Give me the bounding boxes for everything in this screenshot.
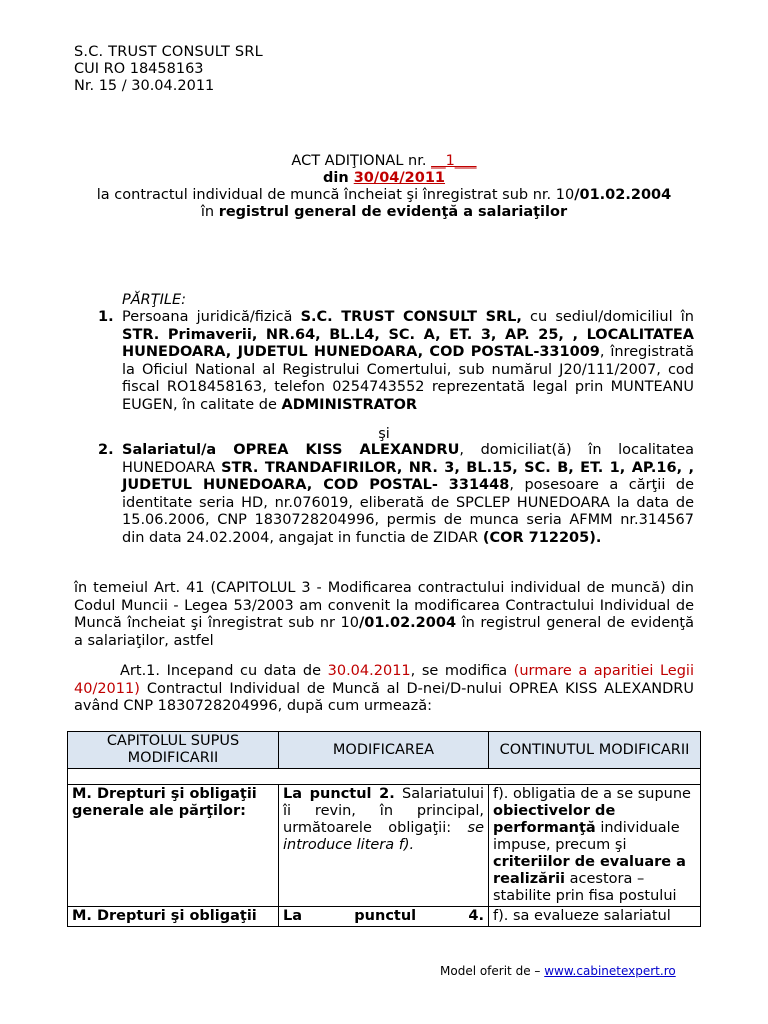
parties-heading: PĂRŢILE: xyxy=(122,292,186,308)
act-date: din 30/04/2011 xyxy=(322,170,446,186)
company-cui: CUI RO 18458163 xyxy=(74,61,204,77)
row1-content: f). obligatia de a se supune obiectivelor de performanţă individuale impuse, precum şi criteriilor de evaluare a realizării acestora – stabilite prin fisa postului xyxy=(489,785,701,907)
row1-chapter: M. Drepturi şi obligaţii generale ale părţilor: xyxy=(68,785,279,907)
row2-content: f). sa evalueze salariatul xyxy=(489,907,701,927)
contract-reference: la contractul individual de muncă încheiat şi înregistrat sub nr. 10/01.02.2004 xyxy=(96,187,672,203)
legal-basis-paragraph: în temeiul Art. 41 (CAPITOLUL 3 - Modificarea contractului individual de muncă) din Codul Muncii - Legea 53/2003 am convenit la modificarea Contractului Individual de Muncă încheiat şi înregistrat sub nr 10/01.02.2004 în registrul general de evidenţă a salariaţilor, astfel xyxy=(74,580,694,649)
row1-modification: La punctul 2. Salariatului îi revin, în principal, următoarele obligaţii: se introduce litera f). xyxy=(279,785,489,907)
header-chapter: CAPITOLUL SUPUS MODIFICARII xyxy=(68,732,279,769)
row2-chapter: M. Drepturi şi obligaţii xyxy=(68,907,279,927)
register-reference: în registrul general de evidenţă a salariaţilor xyxy=(200,204,568,220)
act-number: __1___ xyxy=(431,153,477,169)
party-employer: 1. Persoana juridică/fizică S.C. TRUST CONSULT SRL, cu sediul/domiciliul în STR. Primaverii, NR.64, BL.L4, SC. A, ET. 3, AP. 25, , LOCALITATEA HUNEDOARA, JUDETUL HUNEDOARA, COD POSTAL-331009, înregistrată la Oficiul National al Registrului Comertului, sub numărul J20/111/2007, cod fiscal RO18458163, telefon 0254743552 reprezentată legal prin MUNTEANU EUGEN, în calitate de ADMINISTRATOR xyxy=(98,309,694,413)
table-spacer-row xyxy=(68,769,701,785)
act-title: ACT ADIŢIONAL nr. __1___ xyxy=(291,153,477,169)
header-modification: MODIFICAREA xyxy=(279,732,489,769)
company-name: S.C. TRUST CONSULT SRL xyxy=(74,44,263,60)
header-content: CONTINUTUL MODIFICARII xyxy=(489,732,701,769)
company-header xyxy=(74,44,263,95)
table-header-row xyxy=(68,732,701,769)
document-number: Nr. 15 / 30.04.2011 xyxy=(74,78,215,94)
table-row xyxy=(68,785,701,907)
party-employee: 2. Salariatul/a OPREA KISS ALEXANDRU, domiciliat(ă) în localitatea HUNEDOARA STR. TRANDAFIRILOR, NR. 3, BL.15, SC. B, ET. 1, AP.16, , JUDETUL HUNEDOARA, COD POSTAL- 331448, posesoare a cărţii de identitate seria HD, nr.076019, eliberată de SPCLEP HUNEDOARA la data de 15.06.2006, CNP 1830728204996, permis de munca seria AFMM nr.314567 din data 24.02.2004, angajat in functia de ZIDAR (COR 712205). xyxy=(98,442,695,546)
row2-modification: La punctul 4. xyxy=(279,907,489,927)
footer-link[interactable]: www.cabinetexpert.ro xyxy=(544,964,676,978)
conjunction-and: şi xyxy=(378,426,390,442)
table-row xyxy=(68,907,701,927)
footer-credit: Model oferit de – www.cabinetexpert.ro xyxy=(440,964,676,978)
modifications-table xyxy=(67,731,701,927)
article-1-paragraph: Art.1. Incepand cu data de 30.04.2011, se modifica (urmare a aparitiei Legii 40/2011) Contractul Individual de Muncă al D-nei/D-nului OPREA KISS ALEXANDRU având CNP 1830728204996, după cum urmează: xyxy=(74,663,694,715)
